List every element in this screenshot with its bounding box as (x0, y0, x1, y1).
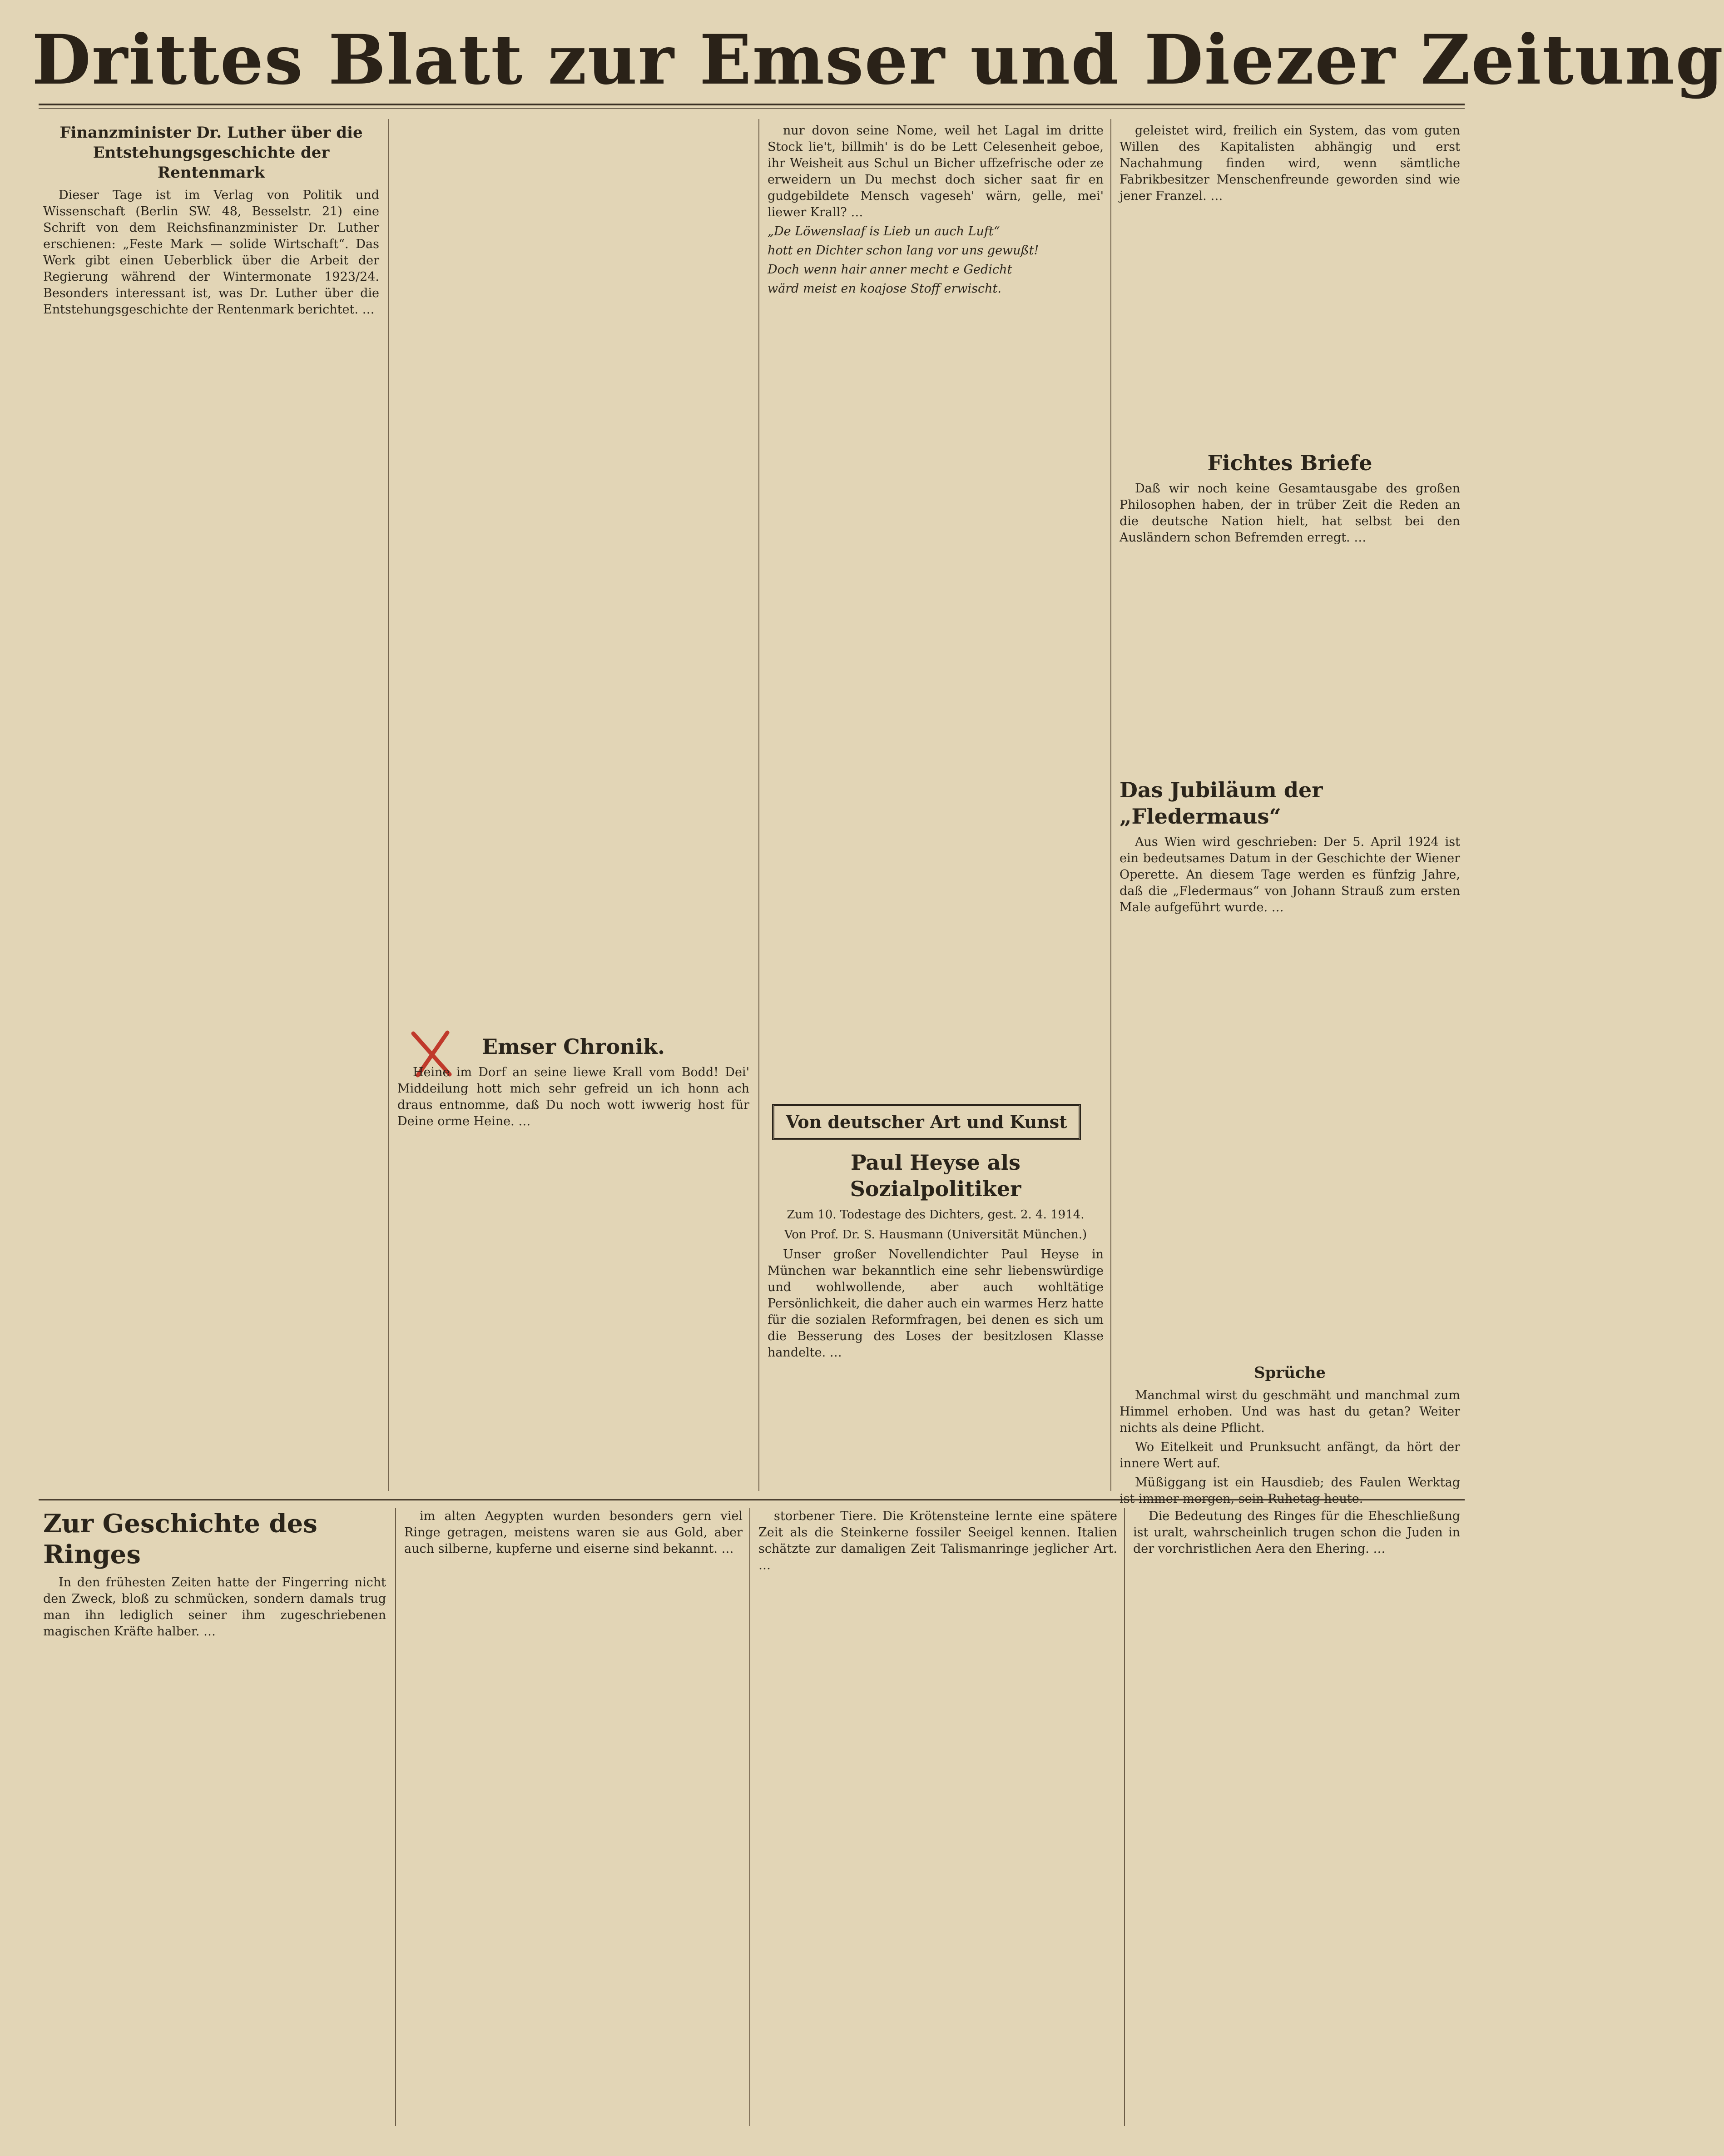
article-fledermaus (1120, 777, 1460, 1363)
article-chronik (397, 1033, 749, 1488)
article-headline: Emser Chronik. (482, 1034, 665, 1059)
article-paragraph: Die Bedeutung des Ringes für die Eheschließung ist uralt, wahrscheinlich trugen schon die Juden in der vorchristlichen Aera den Ehering. … (1133, 1509, 1460, 1556)
masthead-title: Drittes Blatt zur Emser und Diezer Zeitung (32, 20, 1724, 100)
article-gesell (1120, 123, 1460, 450)
poem-line: hott en Dichter schon lang vor uns gewußt! (768, 243, 1039, 258)
article-paragraph: Aus Wien wird geschrieben: Der 5. April 1924 ist ein bedeutsames Datum in der Geschichte der Wiener Operette. An diesem Tage werden es fünfzig Jahre, daß die „Fledermaus“ von Johann Strauß zum ersten Male aufgeführt wurde. … (1120, 835, 1460, 914)
poem-line: „De Löwenslaaf is Lieb un auch Luft“ (768, 224, 1000, 238)
article-paragraph: storbener Tiere. Die Krötensteine lernte eine spätere Zeit als die Steinkerne fossiler Seeigel kennen. Italien schätzte zur damaligen Zeit Talismanringe jeglicher Art. … (758, 1509, 1117, 1572)
column-divider (388, 119, 389, 1491)
column-divider (1110, 119, 1111, 1491)
column-divider (1124, 1508, 1125, 2126)
article-luther (43, 123, 379, 1485)
poem-line: wärd meist en koajose Stoff erwischt. (768, 282, 1001, 296)
masthead (32, 18, 1724, 109)
article-headline: Sprüche (1253, 1364, 1326, 1382)
article-paragraph: Daß wir noch keine Gesamtausgabe des großen Philosophen haben, der in trüber Zeit die Reden an die deutsche Nation hielt, hat selbst bei den Ausländern schon Befremden erregt. … (1120, 482, 1460, 545)
article-heyse (768, 1149, 1104, 1490)
article-paragraph: Heine im Dorf an seine liewe Krall vom Bodd! Dei' Middeilung hott mich sehr gefreid un ich honn ach draus entnomme, daß Du noch wott iwwerig host für Deine orme Heine. … (397, 1065, 749, 1128)
article-headline: Das Jubiläum der „Fledermaus“ (1120, 778, 1323, 829)
article-paragraph: nur dovon seine Nome, weil het Lagal im dritte Stock lie't, billmih' is do be Lett Celesenheit geboe, ihr Weisheit aus Schul un Bicher uffzefrische oder ze erweidern un Du mechst doch sicher saat fir en gudgebildete Mensch vageseh' wärn, gelle, mei' liewer Krall? … (768, 124, 1104, 219)
saying: Müßiggang ist ein Hausdieb; des Faulen Werktag ist immer morgen, sein Ruhetag heute. (1120, 1475, 1460, 1506)
article-paragraph: im alten Aegypten wurden besonders gern viel Ringe getragen, meistens waren sie aus Gold, aber auch silberne, kupferne und eiserne sind bekannt. … (404, 1509, 743, 1556)
poem-line: Doch wenn hair anner mecht e Gedicht (768, 263, 1012, 277)
article-byline: Von Prof. Dr. S. Hausmann (Universität München.) (784, 1228, 1087, 1242)
masthead-rule (39, 104, 1465, 109)
article-fichte (1120, 450, 1460, 777)
saying: Wo Eitelkeit und Prunksucht anfängt, da hört der innere Wert auf. (1120, 1440, 1460, 1470)
column-divider (758, 119, 759, 1491)
article-paragraph: In den frühesten Zeiten hatte der Fingerring nicht den Zweck, bloß zu schmücken, sondern damals trug man ihn lediglich seiner ihm zugeschriebenen magischen Kräfte halber. … (43, 1575, 386, 1639)
article-headline: Zur Geschichte des Ringes (43, 1509, 317, 1570)
article-ringe-col2 (404, 1508, 743, 2126)
article-paragraph: geleistet wird, freilich ein System, das vom guten Willen des Kapitalisten abhängig und erst Nachahmung finden wird, wenn sämtliche Fabrikbesitzer Menschenfreunde geworden sind wie jener Franzel. … (1120, 124, 1460, 203)
column-divider (395, 1508, 396, 2126)
article-subline: Zum 10. Todestage des Dichters, gest. 2. 4. 1914. (787, 1208, 1085, 1222)
section-heading-box: Von deutscher Art und Kunst (772, 1104, 1081, 1140)
article-headline: Finanzminister Dr. Luther über die Entstehungsgeschichte der Rentenmark (59, 124, 363, 182)
saying: Manchmal wirst du geschmäht und manchmal zum Himmel erhoben. Und was hast du getan? Weiter nichts als deine Pflicht. (1120, 1388, 1460, 1435)
article-ringe (43, 1508, 386, 2126)
article-dialect (768, 123, 1104, 1095)
article-ringe-col4 (1133, 1508, 1460, 2126)
article-sprueche (1120, 1363, 1460, 1506)
article-paragraph: Unser großer Novellendichter Paul Heyse in München war bekanntlich eine sehr liebenswürdige und wohlwollende, aber auch wohltätige Persönlichkeit, die daher auch ein warmes Herz hatte für die sozialen Reformfragen, bei denen es sich um die Besserung des Loses der besitzlosen Klasse handelte. … (768, 1247, 1104, 1360)
article-headline: Paul Heyse als Sozialpolitiker (850, 1150, 1021, 1201)
article-luther-continued (397, 123, 749, 1027)
article-headline: Fichtes Briefe (1207, 451, 1372, 475)
article-paragraph: Dieser Tage ist im Verlag von Politik und Wissenschaft (Berlin SW. 48, Besselstr. 21) eine Schrift von dem Reichsfinanzminister Dr. Luther erschienen: „Feste Mark — solide Wirtschaft“. Das Werk gibt einen Ueberblick über die Arbeit der Regierung während der Wintermonate 1923/24. Besonders interessant ist, was Dr. Luther über die Entstehungsgeschichte der Rentenmark berichtet. … (43, 188, 379, 317)
article-ringe-col3 (758, 1508, 1117, 2126)
column-divider (749, 1508, 750, 2126)
